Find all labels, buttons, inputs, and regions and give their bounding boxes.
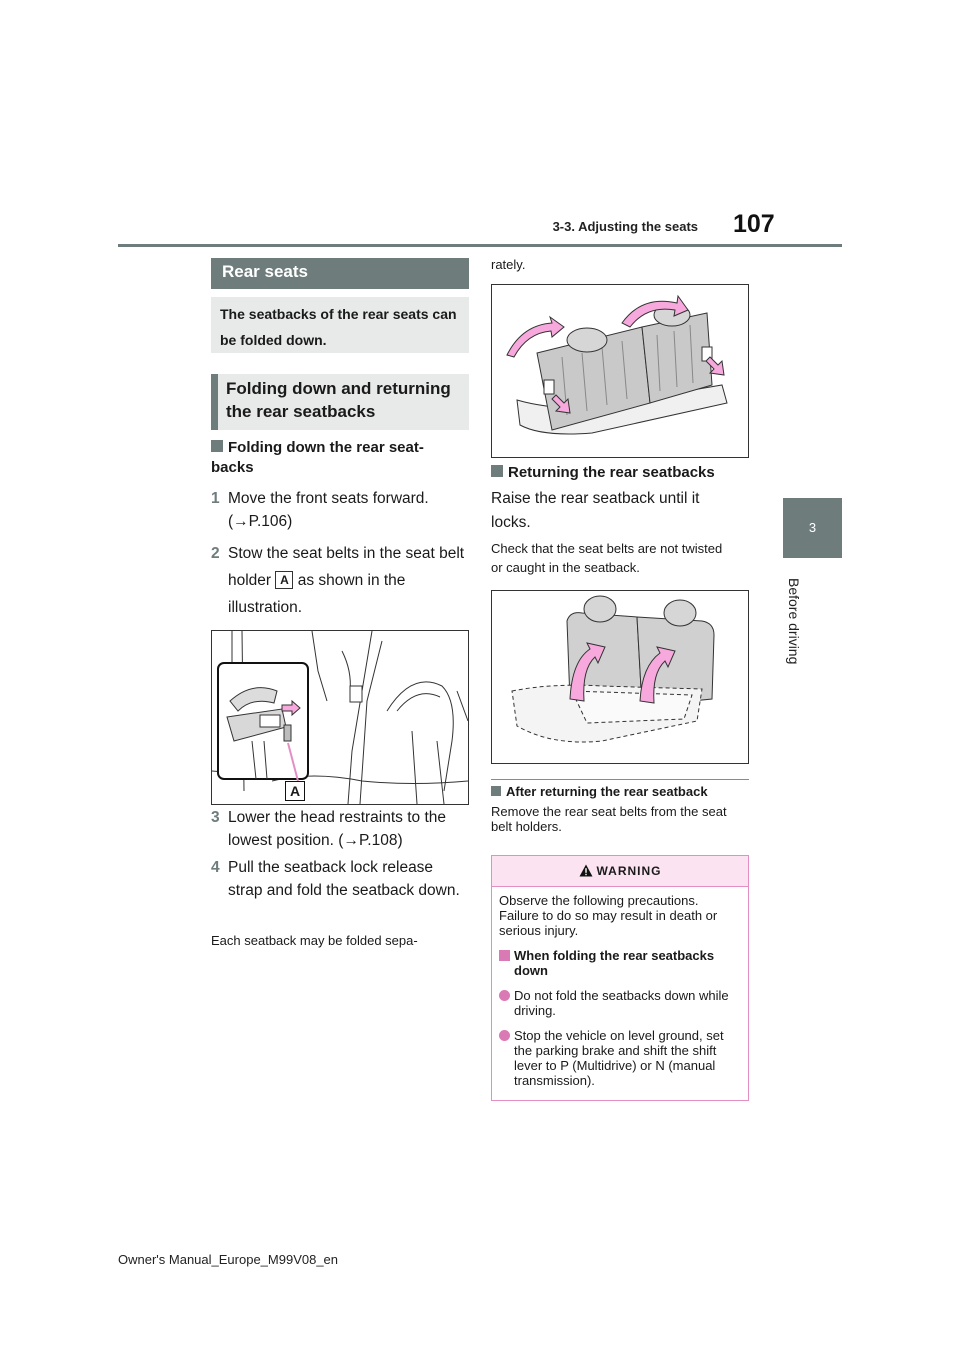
section-heading: Rear seats (211, 258, 469, 289)
chapter-label-text: Before driving (786, 578, 802, 665)
chapter-label (778, 578, 808, 728)
step-2: 2 Stow the seat belts in the seat belt holder A as shown in the illustration. (211, 545, 465, 616)
separator-line (491, 779, 749, 780)
section-title: 3-3. Adjusting the seats (552, 219, 698, 234)
intro-box: The seatbacks of the rear seats can be folded down. (211, 297, 469, 353)
step-1: 1 Move the front seats forward. (→P.106) (211, 490, 429, 530)
after-heading: After returning the rear seatback (491, 783, 749, 800)
step-4: 4 Pull the seatback lock release strap and fold the seatback down. (211, 859, 460, 899)
return-note: Check that the seat belts are not twisted or caught in the seatback. (491, 541, 723, 575)
warning-item: Stop the vehicle on level ground, set the parking brake and shift the shift lever to P (Multidrive) or N (manual transmission). (499, 1028, 741, 1088)
warning-body (492, 887, 748, 1104)
square-bullet-icon (491, 465, 503, 477)
chapter-tab: 3 (783, 498, 842, 558)
return-text: Raise the rear seatback until it locks. (491, 490, 700, 531)
callout-marker-a: A (275, 571, 293, 589)
subsection-heading: Folding down and returning the rear seatbacks (211, 374, 469, 430)
fold-note: Each seatback may be folded sepa- (211, 933, 418, 948)
warning-intro: Observe the following precautions. Failure to do so may result in death or serious injury. (499, 893, 718, 938)
header-rule (118, 244, 842, 247)
seat-belt-holder-figure (211, 630, 469, 805)
fold-note-cont: rately. (491, 257, 526, 272)
fold-heading: Folding down the rear seat-backs (211, 439, 424, 476)
warning-header: WARNING (492, 856, 748, 887)
figure-label-a: A (285, 781, 305, 801)
warning-box (491, 855, 749, 1101)
return-seatbacks-illustration (492, 591, 748, 763)
square-bullet-icon (211, 440, 223, 452)
fold-seatbacks-illustration (492, 285, 748, 457)
return-heading: Returning the rear seatbacks (491, 463, 749, 483)
warning-subheading: When folding the rear seatbacks down (499, 948, 741, 978)
step-3: 3 Lower the head restraints to the lowest position. (→P.108) (211, 809, 446, 849)
page-number: 107 (733, 210, 775, 238)
warning-item: Do not fold the seatbacks down while driving. (499, 988, 741, 1018)
round-bullet-icon (499, 1030, 510, 1041)
return-seatbacks-figure (491, 590, 749, 764)
seat-belt-illustration (212, 631, 468, 804)
fold-seatbacks-figure (491, 284, 749, 458)
warning-triangle-icon (579, 864, 593, 877)
after-text: Remove the rear seat belts from the seat belt holders. (491, 804, 727, 834)
square-bullet-icon (499, 950, 510, 961)
round-bullet-icon (499, 990, 510, 1001)
footer-text: Owner's Manual_Europe_M99V08_en (118, 1252, 339, 1267)
square-bullet-icon (491, 786, 501, 796)
